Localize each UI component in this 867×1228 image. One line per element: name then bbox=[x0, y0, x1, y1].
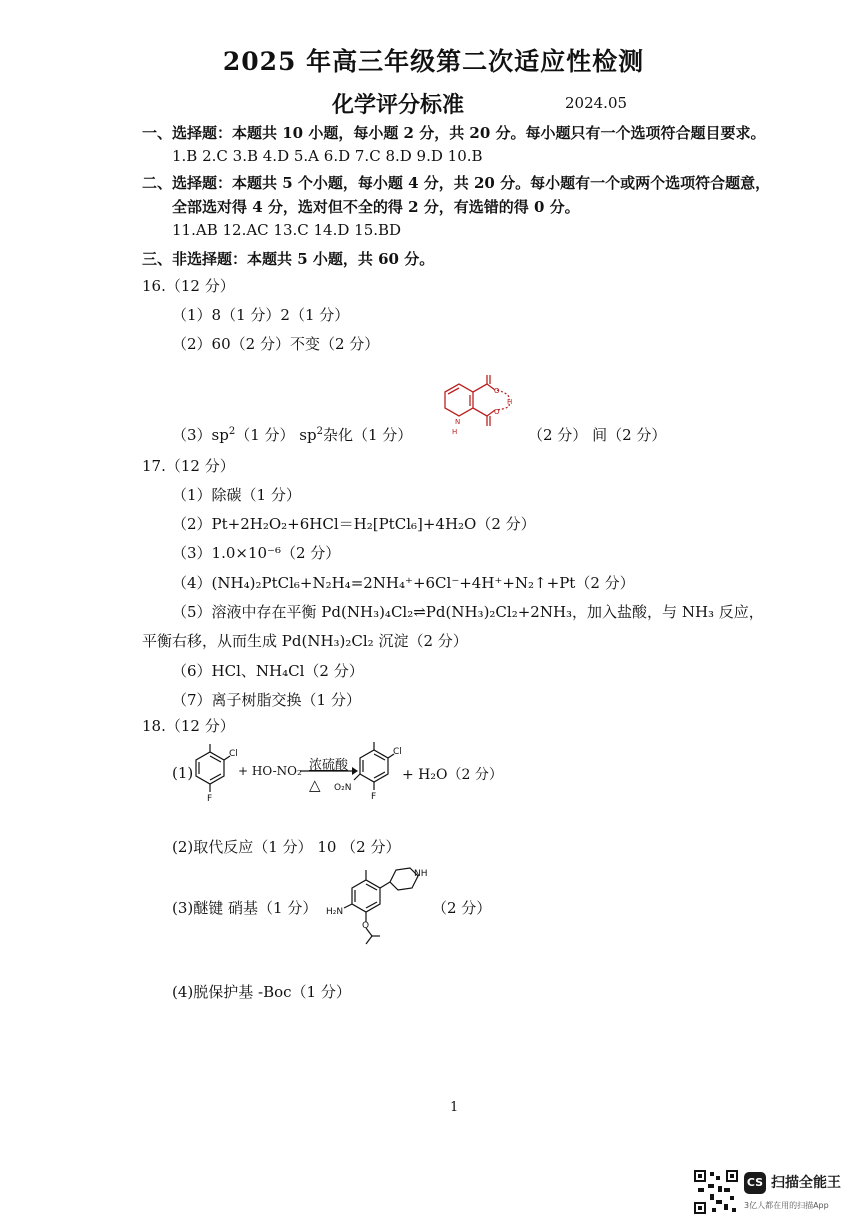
scanner-brand: 扫描全能王 bbox=[771, 1175, 841, 1191]
q17-part3: （3）1.0×10⁻⁶（2 分） bbox=[172, 544, 341, 562]
q16-part3-score: （2 分） 间（2 分） bbox=[528, 426, 667, 444]
svg-text:N: N bbox=[455, 418, 461, 426]
product-structure bbox=[330, 738, 410, 808]
q18-part3: (3)醚键 硝基（1 分） bbox=[172, 899, 318, 917]
q16-part1: （1）8（1 分）2（1 分） bbox=[172, 306, 350, 324]
section2-answers: 11.AB 12.AC 13.C 14.D 15.BD bbox=[172, 221, 402, 239]
svg-text:Cl: Cl bbox=[393, 747, 402, 757]
document-date: 2024.05 bbox=[565, 94, 628, 112]
q18-part3-score: （2 分） bbox=[432, 899, 492, 917]
q17-part5-line2: 平衡右移，从而生成 Pd(NH₃)₂Cl₂ 沉淀（2 分） bbox=[142, 632, 468, 650]
section2-heading-cont: 全部选对得 4 分，选对但不全的得 2 分，有选错的得 0 分。 bbox=[172, 198, 580, 216]
q16-part2: （2）60（2 分）不变（2 分） bbox=[172, 335, 380, 353]
q18-part2: (2)取代反应（1 分） 10 （2 分） bbox=[172, 838, 401, 856]
scanner-tagline: 3亿人都在用的扫描App bbox=[744, 1201, 829, 1210]
section1-answers: 1.B 2.C 3.B 4.D 5.A 6.D 7.C 8.D 9.D 10.B bbox=[172, 147, 483, 165]
qr-code-icon bbox=[694, 1170, 738, 1214]
q18-part1-label: (1) bbox=[172, 764, 194, 782]
q16-label: 16.（12 分） bbox=[142, 277, 235, 295]
q17-part4: （4）(NH₄)₂PtCl₆+N₂H₄=2NH₄⁺+6Cl⁻+4H⁺+N₂↑+Pt（2 分） bbox=[172, 574, 635, 592]
q18-heat-symbol: △ bbox=[309, 776, 321, 794]
q18-product-water: + H₂O（2 分） bbox=[402, 767, 503, 783]
svg-text:H: H bbox=[452, 428, 458, 436]
q18-reagent: + HO-NO₂ bbox=[238, 764, 302, 778]
q17-part1: （1）除碳（1 分） bbox=[172, 486, 301, 504]
q17-part5-line1: （5）溶液中存在平衡 Pd(NH₃)₄Cl₂⇌Pd(NH₃)₂Cl₂+2NH₃，加入盐酸，与 NH₃ 反应， bbox=[172, 603, 764, 621]
svg-text:O: O bbox=[362, 921, 370, 931]
svg-text:O₂N: O₂N bbox=[334, 783, 352, 793]
svg-text:F: F bbox=[371, 792, 377, 802]
q16-part3: $(3)sp^2(1$ 分） $sp^2$杂化（1 分） bbox=[172, 426, 413, 444]
document-title: 2025 年高三年级第二次适应性检测 bbox=[222, 47, 645, 76]
section2-heading: 二、选择题：本题共 5 个小题，每小题 4 分，共 20 分。每小题有一个或两个选项符合题意， bbox=[142, 174, 771, 192]
reactant-structure bbox=[186, 742, 241, 804]
q17-part6: （6）HCl、NH₄Cl（2 分） bbox=[172, 662, 364, 680]
q17-part7: （7）离子树脂交换（1 分） bbox=[172, 691, 361, 709]
q17-part2: （2）Pt+2H₂O₂+6HCl＝H₂[PtCl₆]+4H₂O（2 分） bbox=[172, 515, 536, 533]
svg-text:H₂N: H₂N bbox=[326, 907, 344, 917]
q18-part4: (4)脱保护基 -Boc（1 分） bbox=[172, 983, 351, 1001]
pyridine-dicarboxylic-acid-structure bbox=[425, 372, 525, 442]
svg-text:NH: NH bbox=[414, 869, 428, 879]
svg-text:F: F bbox=[207, 794, 213, 804]
svg-text:H: H bbox=[507, 398, 513, 406]
svg-text:Cl: Cl bbox=[229, 749, 238, 759]
q18-condition: 浓硫酸 bbox=[309, 758, 349, 773]
page-number: 1 bbox=[450, 1100, 459, 1115]
q17-label: 17.（12 分） bbox=[142, 457, 235, 475]
svg-text:O: O bbox=[494, 408, 500, 416]
svg-text:O: O bbox=[494, 387, 500, 395]
cs-logo-icon: CS bbox=[744, 1172, 766, 1194]
section1-heading: 一、选择题：本题共 10 小题，每小题 2 分，共 20 分。每小题只有一个选项符合题目要求。 bbox=[142, 124, 766, 142]
section3-heading: 三、非选择题：本题共 5 小题，共 60 分。 bbox=[142, 250, 435, 268]
document-subtitle: 化学评分标准 bbox=[332, 92, 465, 118]
q18-label: 18.（12 分） bbox=[142, 717, 235, 735]
amine-piperidine-structure bbox=[322, 858, 432, 953]
